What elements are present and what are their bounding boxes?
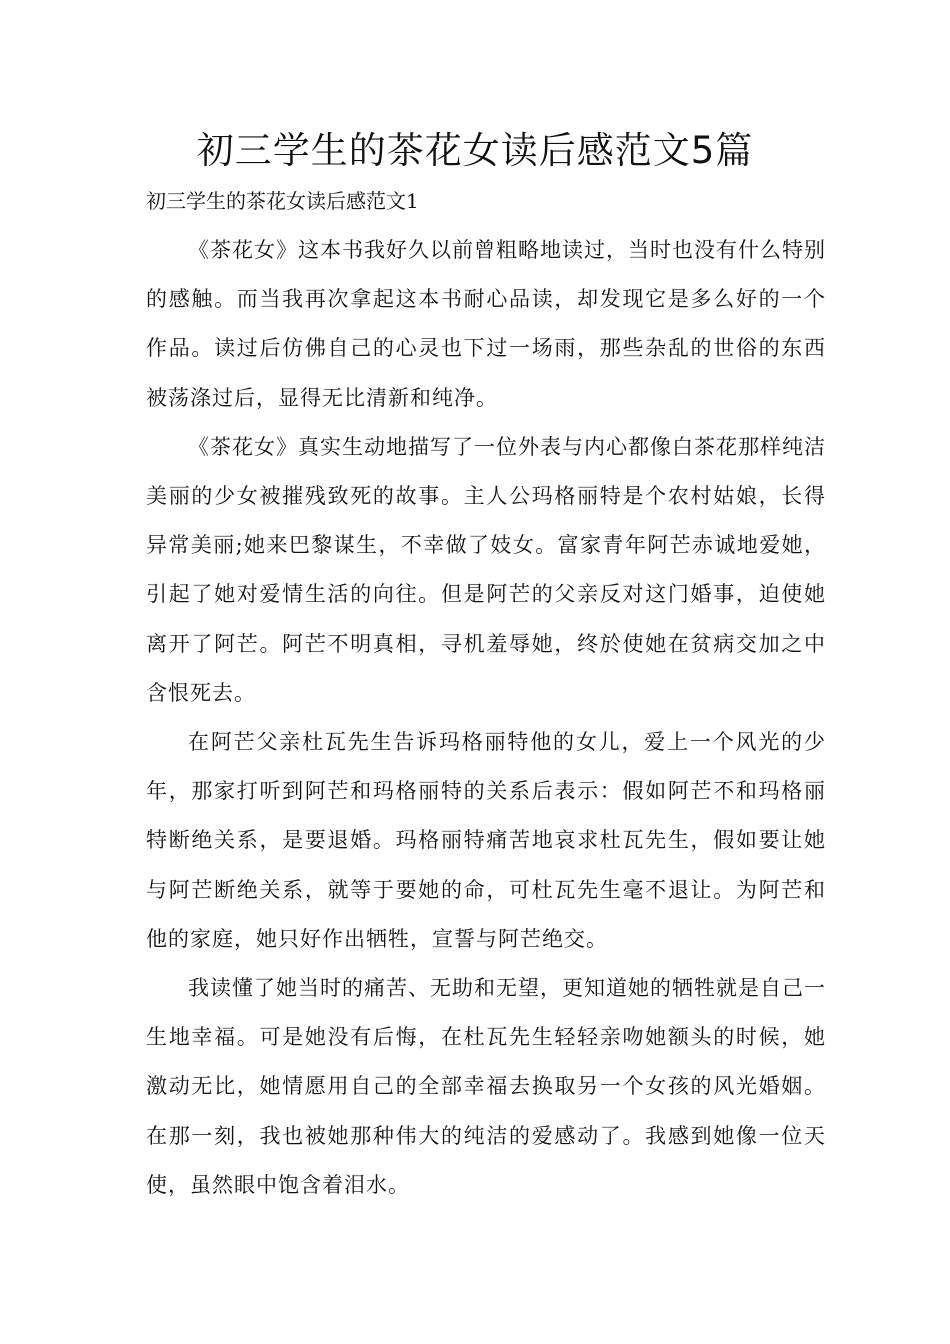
paragraph-3: 在阿芒父亲杜瓦先生告诉玛格丽特他的女儿，爱上一个风光的少年，那家打听到阿芒和玛格丽特的关系后表示：假如阿芒不和玛格丽特断绝关系，是要退婚。玛格丽特痛苦地哀求杜瓦先生，假如要让她与阿芒断绝关系，就等于要她的命，可杜瓦先生毫不退让。为阿芒和他的家庭，她只好作出牺牲，宣誓与阿芒绝交。	[146, 730, 826, 951]
document-title: 初三学生的茶花女读后感范文5篇	[196, 129, 754, 172]
paragraph-2: 《茶花女》真实生动地描写了一位外表与内心都像白茶花那样纯洁美丽的少女被摧残致死的故事。主人公玛格丽特是个农村姑娘，长得异常美丽;她来巴黎谋生，不幸做了妓女。富家青年阿芒赤诚地爱她，引起了她对爱情生活的向往。但是阿芒的父亲反对这门婚事，迫使她离开了阿芒。阿芒不明真相，寻机羞辱她，终於使她在贫病交加之中含恨死去。	[146, 434, 826, 705]
paragraph-4: 我读懂了她当时的痛苦、无助和无望，更知道她的牺牲就是自己一生地幸福。可是她没有后悔，在杜瓦先生轻轻亲吻她额头的时候，她激动无比，她情愿用自己的全部幸福去换取另一个女孩的风光婚姻。在那一刻，我也被她那种伟大的纯洁的爱感动了。我感到她像一位天使，虽然眼中饱含着泪水。	[146, 976, 826, 1197]
essay-body	[146, 226, 826, 1210]
paragraph-1: 《茶花女》这本书我好久以前曾粗略地读过，当时也没有什么特别的感触。而当我再次拿起这本书耐心品读，却发现它是多么好的一个作品。读过后仿佛自己的心灵也下过一场雨，那些杂乱的世俗的东西被荡涤过后，显得无比清新和纯净。	[146, 238, 826, 410]
essay-heading: 初三学生的茶花女读后感范文1	[146, 189, 419, 213]
